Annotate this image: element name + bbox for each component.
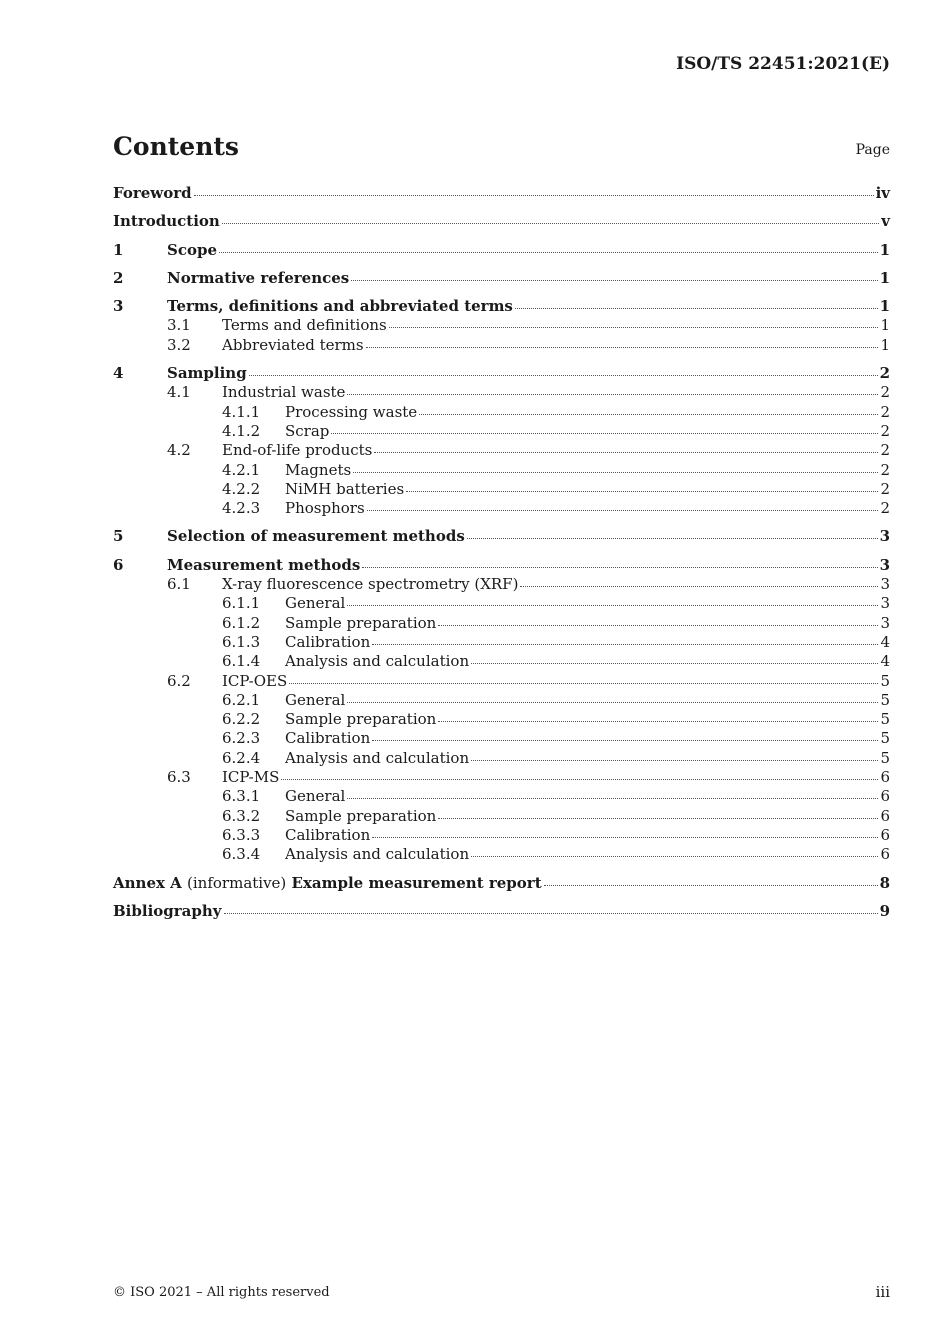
toc-entry-page: 8 [879, 873, 890, 892]
toc-entry-number: 4.1.2 [222, 421, 261, 440]
toc-entry-number: 6.2.1 [222, 690, 261, 709]
toc-entry-page: 2 [880, 383, 890, 402]
toc-entry-page: 2 [880, 460, 890, 479]
page-column-label: Page [855, 142, 890, 158]
toc-entry-page: 5 [880, 690, 890, 709]
dot-leader [515, 307, 878, 309]
toc-entry-page: 5 [880, 729, 890, 748]
toc-entry-title: General [285, 594, 346, 613]
toc-entry-number: 6.1.2 [222, 613, 261, 632]
toc-entry-page: 6 [880, 845, 890, 864]
dot-leader [289, 682, 878, 684]
toc-entry-title: Introduction [113, 212, 220, 231]
dot-leader [331, 432, 878, 434]
toc-entry[interactable] [113, 874, 890, 893]
toc-entry-page: 3 [880, 575, 890, 594]
toc-entry-page: 2 [880, 402, 890, 421]
dot-leader [372, 739, 878, 741]
toc-entry[interactable] [113, 184, 890, 203]
toc-entry-page: 6 [880, 806, 890, 825]
toc-entry-number: 6.3.2 [222, 806, 261, 825]
dot-leader [347, 393, 878, 395]
toc-entry[interactable] [113, 383, 890, 402]
toc-entry-title: X-ray fluorescence spectrometry (XRF) [222, 575, 519, 594]
dot-leader [406, 490, 878, 492]
toc-entry-title [113, 874, 542, 893]
dot-leader [438, 817, 878, 819]
toc-entry-title: Analysis and calculation [285, 652, 470, 671]
toc-entry-number: 5 [113, 527, 124, 546]
page-title: Contents [113, 132, 240, 161]
toc-entry-title: Phosphors [285, 499, 365, 518]
toc-entry-title: Sample preparation [285, 613, 437, 632]
toc-entry-page: 2 [880, 499, 890, 518]
toc-entry-page: 5 [880, 748, 890, 767]
toc-entry-number: 4.1.1 [222, 402, 261, 421]
toc-entry-page: 2 [880, 479, 890, 498]
toc-entry-title: Analysis and calculation [285, 748, 470, 767]
toc-entry[interactable] [113, 527, 890, 546]
toc-entry-page: 3 [880, 613, 890, 632]
dot-leader [471, 759, 878, 761]
toc-entry-page: 4 [880, 652, 890, 671]
toc-entry-title: Sampling [167, 364, 247, 383]
toc-entry-title: Measurement methods [167, 555, 361, 574]
toc-entry-title: Calibration [285, 729, 371, 748]
toc-entry-title: General [285, 787, 346, 806]
toc-entry-title: Processing waste [285, 402, 418, 421]
toc-entry-number: 6.3.3 [222, 825, 261, 844]
toc-entry[interactable] [113, 499, 890, 518]
footer-page-number: iii [875, 1283, 890, 1301]
toc-entry-title: Normative references [167, 268, 350, 287]
toc-entry[interactable] [113, 826, 890, 845]
toc-entry-page: 2 [880, 421, 890, 440]
toc-entry-page: 9 [879, 901, 890, 920]
toc-entry-page: 3 [879, 527, 890, 546]
dot-leader [544, 884, 878, 886]
toc-entry[interactable] [113, 710, 890, 729]
toc-entry[interactable] [113, 241, 890, 260]
dot-leader [366, 346, 879, 348]
dot-leader [347, 701, 878, 703]
toc-entry[interactable] [113, 422, 890, 441]
toc-entry-title: Industrial waste [222, 383, 346, 402]
toc-entry-title: NiMH batteries [285, 479, 405, 498]
toc-entry[interactable] [113, 336, 890, 355]
toc-entry-page: 3 [879, 555, 890, 574]
toc-entry-title: Magnets [285, 460, 352, 479]
toc-entry[interactable] [113, 212, 890, 231]
toc-entry[interactable] [113, 269, 890, 288]
toc-entry-page: 6 [880, 787, 890, 806]
toc-entry-number: 6.2 [167, 671, 191, 690]
toc-entry[interactable] [113, 845, 890, 864]
annex-label: Annex A [113, 873, 182, 892]
toc-entry[interactable] [113, 768, 890, 787]
toc-entry-page: 1 [880, 335, 890, 354]
toc-entry-page: 6 [880, 768, 890, 787]
toc-entry[interactable] [113, 480, 890, 499]
toc-entry-number: 6.2.3 [222, 729, 261, 748]
toc-entry[interactable] [113, 575, 890, 594]
toc-entry-number: 4 [113, 364, 124, 383]
table-of-contents [113, 184, 890, 921]
toc-entry[interactable] [113, 461, 890, 480]
toc-entry-title: Scrap [285, 421, 330, 440]
dot-leader [389, 326, 879, 328]
toc-entry-page: 2 [880, 441, 890, 460]
toc-entry-title: Bibliography [113, 901, 222, 920]
dot-leader [471, 662, 878, 664]
toc-entry-page: iv [875, 184, 890, 202]
toc-entry-number: 6.1.4 [222, 652, 261, 671]
toc-entry-number: 4.2.3 [222, 499, 261, 518]
toc-entry-title: Foreword [113, 184, 192, 202]
toc-entry-page: 1 [880, 316, 890, 335]
toc-entry-number: 6.1.1 [222, 594, 261, 613]
dot-leader [372, 643, 878, 645]
toc-entry-number: 6 [113, 555, 124, 574]
toc-entry-page: 5 [880, 710, 890, 729]
toc-entry[interactable] [113, 297, 890, 316]
toc-entry-number: 4.2.2 [222, 479, 261, 498]
dot-leader [224, 912, 878, 914]
standard-id: ISO/TS 22451:2021(E) [676, 54, 890, 74]
toc-entry-page: 3 [880, 594, 890, 613]
toc-entry-number: 6.3.1 [222, 787, 261, 806]
toc-entry-number: 6.2.2 [222, 710, 261, 729]
toc-entry[interactable] [113, 652, 890, 671]
toc-entry-page: 4 [880, 632, 890, 651]
toc-entry-number: 4.2.1 [222, 460, 261, 479]
toc-entry-number: 6.1 [167, 575, 191, 594]
toc-entry[interactable] [113, 556, 890, 575]
toc-entry[interactable] [113, 691, 890, 710]
toc-entry-page: 1 [879, 297, 890, 316]
dot-leader [471, 855, 878, 857]
dot-leader [249, 374, 878, 376]
dot-leader [520, 585, 878, 587]
toc-entry-page: 1 [879, 240, 890, 259]
toc-entry-number: 6.3.4 [222, 845, 261, 864]
dot-leader [467, 537, 878, 539]
annex-qualifier: (informative) [187, 873, 287, 892]
toc-entry[interactable] [113, 441, 890, 460]
toc-entry-title: End-of-life products [222, 441, 373, 460]
toc-entry-title: Abbreviated terms [222, 335, 364, 354]
dot-leader [362, 566, 877, 568]
toc-entry[interactable] [113, 807, 890, 826]
dot-leader [281, 778, 878, 780]
toc-entry-title: Terms and definitions [222, 316, 387, 335]
toc-entry-number: 3.2 [167, 335, 191, 354]
toc-entry-title: Terms, definitions and abbreviated terms [167, 297, 513, 316]
toc-entry-page: 6 [880, 825, 890, 844]
toc-entry-title: Sample preparation [285, 806, 437, 825]
toc-entry-page: v [881, 212, 890, 231]
dot-leader [367, 509, 879, 511]
toc-entry-title: Scope [167, 240, 218, 259]
toc-entry-number: 2 [113, 268, 124, 287]
toc-entry-number: 1 [113, 240, 124, 259]
toc-entry-number: 4.2 [167, 441, 191, 460]
dot-leader [347, 797, 878, 799]
toc-entry-title: ICP-OES [222, 671, 288, 690]
toc-entry[interactable] [113, 787, 890, 806]
dot-leader [347, 604, 878, 606]
dot-leader [222, 222, 879, 224]
toc-entry[interactable] [113, 614, 890, 633]
toc-entry-number: 3.1 [167, 316, 191, 335]
toc-entry[interactable] [113, 749, 890, 768]
toc-entry-number: 6.1.3 [222, 632, 261, 651]
dot-leader [353, 471, 878, 473]
dot-leader [438, 720, 878, 722]
toc-entry-number: 6.2.4 [222, 748, 261, 767]
dot-leader [372, 836, 878, 838]
toc-entry[interactable] [113, 902, 890, 921]
toc-entry[interactable] [113, 729, 890, 748]
dot-leader [219, 251, 878, 253]
toc-entry-page: 2 [879, 364, 890, 383]
dot-leader [438, 624, 878, 626]
toc-entry-title: Selection of measurement methods [167, 527, 465, 546]
dot-leader [419, 413, 878, 415]
toc-entry[interactable] [113, 403, 890, 422]
toc-entry-title: ICP-MS [222, 768, 280, 787]
toc-entry-title: Sample preparation [285, 710, 437, 729]
dot-leader [194, 194, 874, 196]
toc-entry[interactable] [113, 316, 890, 335]
toc-entry-page: 1 [879, 268, 890, 287]
toc-entry-page: 5 [880, 671, 890, 690]
dot-leader [351, 279, 877, 281]
dot-leader [374, 451, 878, 453]
toc-entry[interactable] [113, 633, 890, 652]
toc-entry[interactable] [113, 672, 890, 691]
toc-entry-number: 4.1 [167, 383, 191, 402]
toc-entry-title: Calibration [285, 825, 371, 844]
toc-entry[interactable] [113, 364, 890, 383]
toc-entry-title: Calibration [285, 632, 371, 651]
footer-copyright: © ISO 2021 – All rights reserved [113, 1285, 330, 1300]
toc-entry[interactable] [113, 594, 890, 613]
toc-entry-title: Analysis and calculation [285, 845, 470, 864]
toc-entry-number: 3 [113, 297, 124, 316]
annex-title: Example measurement report [291, 873, 542, 892]
toc-entry-title: General [285, 690, 346, 709]
toc-entry-number: 6.3 [167, 768, 191, 787]
